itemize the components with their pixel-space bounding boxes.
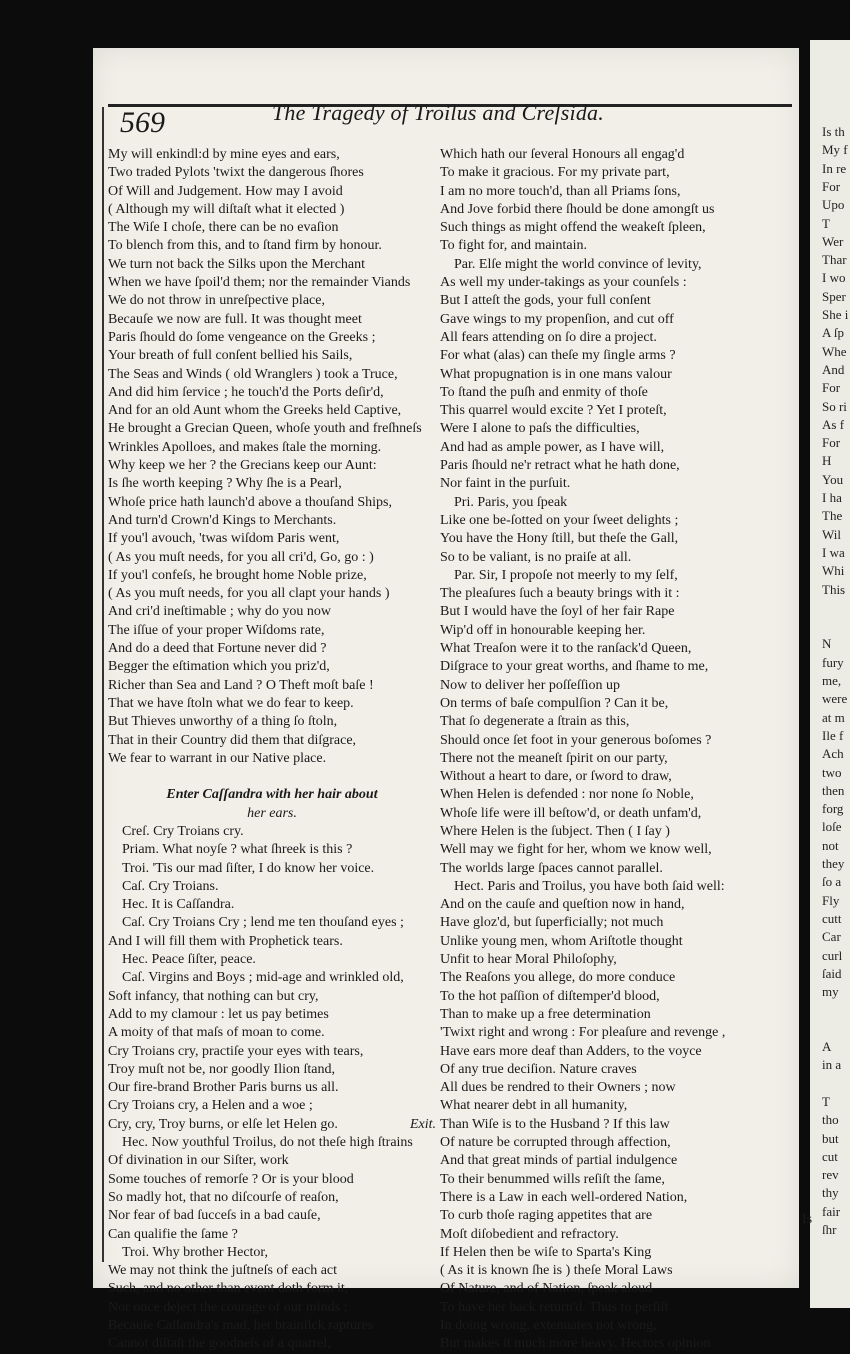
verse-line: Troi. Why brother Hector, [122,1244,269,1260]
verse-line: And cri'd ineſtimable ; why do you now [108,604,331,620]
next-page-fragment: Thar [822,252,847,268]
verse-line: All dues be rendred to their Owners ; now [440,1080,676,1096]
verse-line: When Helen is defended : nor none ſo Noble, [440,787,694,803]
next-page-fragment: T [822,1093,830,1109]
next-page-fragment: my [822,984,839,1000]
next-page-fragment: For [822,178,841,194]
verse-line: Of Nature, and of Nation, ſpeak aloud [440,1281,653,1297]
verse-line: Becauſe we now are full. It was thought meet [108,311,362,327]
verse-line: Nor faint in the purſuit. [440,476,571,492]
verse-line: Of divination in our Siſter, work [108,1153,289,1169]
next-page-fragment: they [822,856,845,871]
next-page-fragment: fury [822,654,844,670]
verse-line: Par. Elſe might the world convince of levity, [454,256,702,272]
verse-line: All fears attending on ſo dire a project. [440,329,657,345]
verse-line: Our fire-brand Brother Paris burns us all. [108,1080,339,1096]
verse-line: Cry Troians cry, a Helen and a woe ; [108,1098,313,1114]
verse-line: Whoſe price hath launch'd above a thouſand Ships, [108,494,392,510]
verse-line: We fear to warrant in our Native place. [108,750,327,766]
next-page-fragment: For [822,435,841,451]
verse-line: Of Will and Judgement. How may I avoid [108,183,343,199]
verse-line: What nearer debt in all humanity, [440,1098,628,1114]
next-page-fragment: Fly [822,892,840,908]
verse-line: To fight for, and maintain. [440,238,587,254]
verse-line: And had as ample power, as I have will, [440,439,665,455]
verse-line: To have her back return'd. Thus to perſiſt [440,1299,669,1315]
verse-line: Creſ. Cry Troians cry. [122,823,244,839]
verse-line: I am no more touch'd, than all Priams ſons, [440,183,681,199]
next-page-fragment: forg [822,801,844,817]
verse-line: What Treaſon were it to the ranſack'd Queen, [440,641,692,657]
verse-line: Wip'd off in honourable keeping her. [440,622,646,638]
verse-line: Gave wings to my propenſion, and cut off [440,311,674,327]
verse-line: But I would have the ſoyl of her fair Rape [440,604,675,620]
verse-line: ( As you muſt needs, for you all clapt your hands ) [108,586,390,602]
next-page-fragment: thy [822,1185,839,1201]
next-page-fragment: ſhr [822,1222,837,1237]
verse-line: When we have ſpoil'd them; nor the remainder Viands [108,275,411,291]
next-page-fragment: T [822,215,830,231]
verse-line: Is ſhe worth keeping ? Why ſhe is a Pearl, [108,476,342,492]
verse-line: Pri. Paris, you ſpeak [454,494,568,510]
verse-line: And did him ſervice ; he touch'd the Ports deſir'd, [108,384,384,400]
verse-line: Paris ſhould do ſome vengeance on the Greeks ; [108,329,376,345]
verse-line: Par. Sir, I propoſe not meerly to my ſelf, [454,567,678,583]
verse-line-with-exit: Cry, cry, Troy burns, or elſe let Helen go. Exit. [108,1116,436,1134]
next-page-fragment: Sper [822,288,846,304]
verse-line: Have gloz'd, but ſuperficially; not much [440,915,664,931]
margin-rule [102,107,104,1262]
next-page-fragment: ſo a [822,874,842,890]
next-page-fragment: This [822,581,846,597]
verse-line: Paris ſhould ne'r retract what he hath done, [440,458,680,474]
verse-line: Such, and no other than event doth form it, [108,1281,349,1297]
verse-line: Hec. Now youthful Troilus, do not theſe high ſtrains [122,1135,413,1151]
verse-line: To blench from this, and to ſtand firm by honour. [108,238,382,254]
next-page-fragment: You [822,471,844,487]
verse-line: And on the cauſe and queſtion now in hand, [440,897,685,913]
verse-line: Troy muſt not be, nor goodly Ilion ſtand, [108,1061,335,1077]
next-page-fragment: Car [822,929,841,945]
verse-line: Whoſe life were ill beſtow'd, or death unfam'd, [440,805,702,821]
verse-line: Without a heart to dare, or ſword to draw, [440,769,672,785]
adjacent-page-edge [810,40,850,1308]
next-page-fragment: H [822,453,832,469]
next-page-fragment: For [822,380,841,396]
left-column [108,146,436,1354]
verse-line: We turn not back the Silks upon the Merchant [108,256,366,272]
verse-line: 'Twixt right and wrong : For pleaſure and revenge , [440,1025,726,1041]
verse-line: Where Helen is the ſubject. Then ( I ſay ) [440,823,670,839]
verse-line: Unlike young men, whom Ariſtotle thought [440,933,683,949]
verse-line: To their benummed wills reſiſt the ſame, [440,1171,665,1187]
verse-line: Should once ſet foot in your generous boſomes ? [440,732,712,748]
verse-line: Caſ. Cry Troians Cry ; lend me ten thouſand eyes ; [122,915,404,931]
next-page-fragment: A [822,1039,832,1054]
verse-line: This quarrel would excite ? Yet I proteſt, [440,403,667,419]
stage-direction: her ears. [247,805,297,821]
verse-line: Which hath our ſeveral Honours all engag'd [440,147,685,162]
next-page-fragment: were [822,691,848,707]
verse-line: As well my under-takings as your counſels : [440,275,687,291]
verse-line: Nor once deject the courage of our minds ; [108,1299,348,1315]
next-page-fragment: I ha [822,490,842,505]
next-page-fragment: then [822,782,845,798]
verse-line: Hec. It is Caſſandra. [122,897,235,913]
verse-line: And that great minds of partial indulgence [440,1153,678,1169]
next-page-fragment: in a [822,1057,842,1073]
verse-line: He brought a Grecian Queen, whoſe youth and freſhneſs [108,421,422,437]
next-page-fragment: not [822,837,839,853]
verse-line: In doing wrong, extenuates not wrong, [440,1318,657,1333]
next-page-fragment: curl [822,947,843,963]
next-page-fragment: She i [822,307,849,322]
next-page-fragment: but [822,1130,839,1146]
next-page-fragment: Upo [822,197,845,213]
verse-line: Nor fear of bad ſucceſs in a bad cauſe, [108,1208,321,1224]
right-column [440,146,785,1354]
next-page-fragment: at m [822,709,845,725]
verse-line: Wrinkles Apolloes, and makes ſtale the morning. [108,439,382,455]
verse-line: Hec. Peace ſiſter, peace. [122,952,256,968]
next-page-fragment: ſaid [822,965,842,981]
next-page-fragment: Ach [822,746,844,762]
verse-line: And turn'd Crown'd Kings to Merchants. [108,512,337,528]
next-page-fragment: N [822,636,832,652]
verse-line: Soft infancy, that nothing can but cry, [108,988,319,1004]
next-page-fragment: My f [822,142,848,158]
verse-line: Some touches of remorſe ? Or is your blood [108,1171,354,1187]
next-page-fragment: I wa [822,544,845,560]
verse-line: If you'l avouch, 'twas wiſdom Paris went, [108,531,340,547]
verse-line: And do a deed that Fortune never did ? [108,641,327,657]
verse-line: Of nature be corrupted through affection, [440,1135,671,1151]
verse-line: Diſgrace to your great worths, and ſhame to me, [440,659,709,675]
verse-line: Priam. What noyſe ? what ſhreek is this ? [122,842,353,858]
verse-line: To ſtand the puſh and enmity of thoſe [440,384,648,400]
verse-line: The worlds large ſpaces cannot parallel. [440,860,663,876]
next-page-fragment: me, [822,673,842,688]
verse-line: That ſo degenerate a ſtrain as this, [440,714,630,730]
next-page-fragment: fair [822,1203,841,1219]
verse-line: Moſt diſobedient and refractory. [440,1226,619,1242]
next-page-fragment: Wil [822,526,841,542]
verse-line: My will enkindl:d by mine eyes and ears, [108,147,340,162]
next-page-fragment: I wo [822,270,846,286]
verse-line: But I atteſt the gods, your full conſent [440,293,651,309]
verse-line: The iſſue of your proper Wiſdoms rate, [108,622,325,638]
next-page-fragment: Is th [822,124,845,139]
verse-line: We may not think the juſtneſs of each act [108,1263,338,1279]
verse-line: Were I alone to paſs the difficulties, [440,421,640,437]
next-page-fragment: So ri [822,398,847,414]
verse-line: But Thieves unworthy of a thing ſo ſtoln, [108,714,338,730]
verse-line: Hect. Paris and Troilus, you have both ſaid well: [454,878,725,894]
verse-line: For what (alas) can theſe my ſingle arms ? [440,348,676,364]
verse-line: Richer than Sea and Land ? O Theft moſt baſe ! [108,677,374,693]
verse-line: Troi. 'Tis our mad ſiſter, I do know her voice. [122,860,375,876]
verse-line: On terms of baſe compulſion ? Can it be, [440,695,669,711]
verse-line: You have the Hony ſtill, but theſe the Gall, [440,531,679,547]
verse-line: What propugnation is in one mans valour [440,366,672,382]
verse-line: Add to my clamour : let us pay betimes [108,1006,329,1022]
verse-line: Your breath of full conſent bellied his Sails, [108,348,353,364]
next-page-fragment: cut [822,1148,838,1164]
verse-line: The pleaſures ſuch a beauty brings with it : [440,586,680,602]
next-page-fragment: In re [822,160,847,176]
verse-line: To curb thoſe raging appetites that are [440,1208,653,1224]
verse-line: There is a Law in each well-ordered Nation, [440,1189,688,1205]
next-page-fragment: loſe [822,819,842,835]
exit-direction: Exit. [409,1116,436,1132]
verse-line: We do not throw in unreſpective place, [108,293,325,309]
next-page-fragment: cutt [822,910,842,926]
verse-line: The Wiſe I choſe, there can be no evaſion [108,220,339,236]
verse-line: The Reaſons you allege, do more conduce [440,970,676,986]
verse-line: Unfit to hear Moral Philoſophy, [440,952,617,968]
verse-line: Now to deliver her poſſeſſion up [440,677,621,693]
verse-line: But makes it much more heavy. Hectors opinion [440,1336,711,1352]
verse-line: Why keep we her ? the Grecians keep our Aunt: [108,458,377,474]
verse-line: Cannot diſtaſt the goodneſs of a quarrel, [108,1336,331,1352]
verse-line: Begger the eſtimation which you priz'd, [108,659,330,675]
next-page-fragment: rev [822,1167,839,1183]
verse-line: ( As you muſt needs, for you all cri'd, Go, go : ) [108,549,374,565]
next-page-fragment: tho [822,1112,839,1128]
verse-line: Have ears more deaf than Adders, to the voyce [440,1043,702,1059]
verse-line: That in their Country did them that diſgrace, [108,732,357,748]
running-title: The Tragedy of Troilus and Creſsida. [272,100,604,125]
verse-line: That we have ſtoln what we do fear to keep. [108,695,354,711]
verse-line: To the hot paſſion of diſtemper'd blood, [440,988,660,1004]
verse-line: If you'l confeſs, he brought home Noble prize, [108,567,367,583]
verse-line: The Seas and Winds ( old Wranglers ) took a Truce, [108,366,398,382]
next-page-fragment: A ſp [822,325,845,341]
verse-line: A moity of that maſs of moan to come. [108,1025,325,1041]
verse-line: Can qualifie the ſame ? [108,1226,238,1242]
verse-line: Than Wiſe is to the Husband ? If this law [440,1116,670,1132]
next-page-fragment: And [822,361,845,377]
verse-line: Caſ. Virgins and Boys ; mid-age and wrinkled old, [122,970,404,986]
verse-line: Cry Troians cry, practiſe your eyes with tears, [108,1043,364,1059]
verse-line: Well may we fight for her, whom we know well, [440,842,712,858]
verse-line: Of any true deciſion. Nature craves [440,1061,637,1077]
page-number: 569 [120,106,165,139]
next-page-fragment: Whe [822,343,847,359]
verse-line: So madly hot, that no diſcourſe of reaſon, [108,1189,339,1205]
next-page-fragment: Ile f [822,727,844,743]
verse-line: And I will fill them with Prophetick tears. [108,933,343,949]
verse-line: There not the meaneſt ſpirit on our party, [440,750,668,766]
verse-line: Like one be-ſotted on your ſweet delights ; [440,512,679,528]
verse-line: ( Although my will diſtaſt what it elected ) [108,201,345,217]
verse-line: If Helen then be wiſe to Sparta's King [440,1244,652,1260]
next-page-fragment: Whi [822,563,845,579]
stage-direction: Enter Caſſandra with her hair about [166,787,378,803]
verse-line: Such things as might offend the weakeſt ſpleen, [440,220,706,236]
verse-line: Caſ. Cry Troians. [122,878,219,894]
verse-line: ( As it is known ſhe is ) theſe Moral Laws [440,1263,673,1279]
next-page-fragment: The [822,508,843,524]
verse-line: So to be valiant, is no praiſe at all. [440,549,632,565]
verse-line: Two traded Pylots 'twixt the dangerous ſhores [108,165,364,181]
verse-line: Than to make up a free determination [440,1006,651,1022]
catchword: Is [802,1212,813,1227]
spacer [108,768,436,786]
verse-line: And for an old Aunt whom the Greeks held Captive, [108,403,402,419]
next-page-fragment: two [822,764,842,780]
verse-line: And Jove forbid there ſhould be done amongſt us [440,201,715,217]
verse-line: Becauſe Caſſandra's mad, her brainſick raptures [108,1318,374,1333]
next-page-fragment: As f [822,416,845,432]
verse-line: To make it gracious. For my private part, [440,165,670,181]
next-page-fragment: Wer [822,233,844,249]
